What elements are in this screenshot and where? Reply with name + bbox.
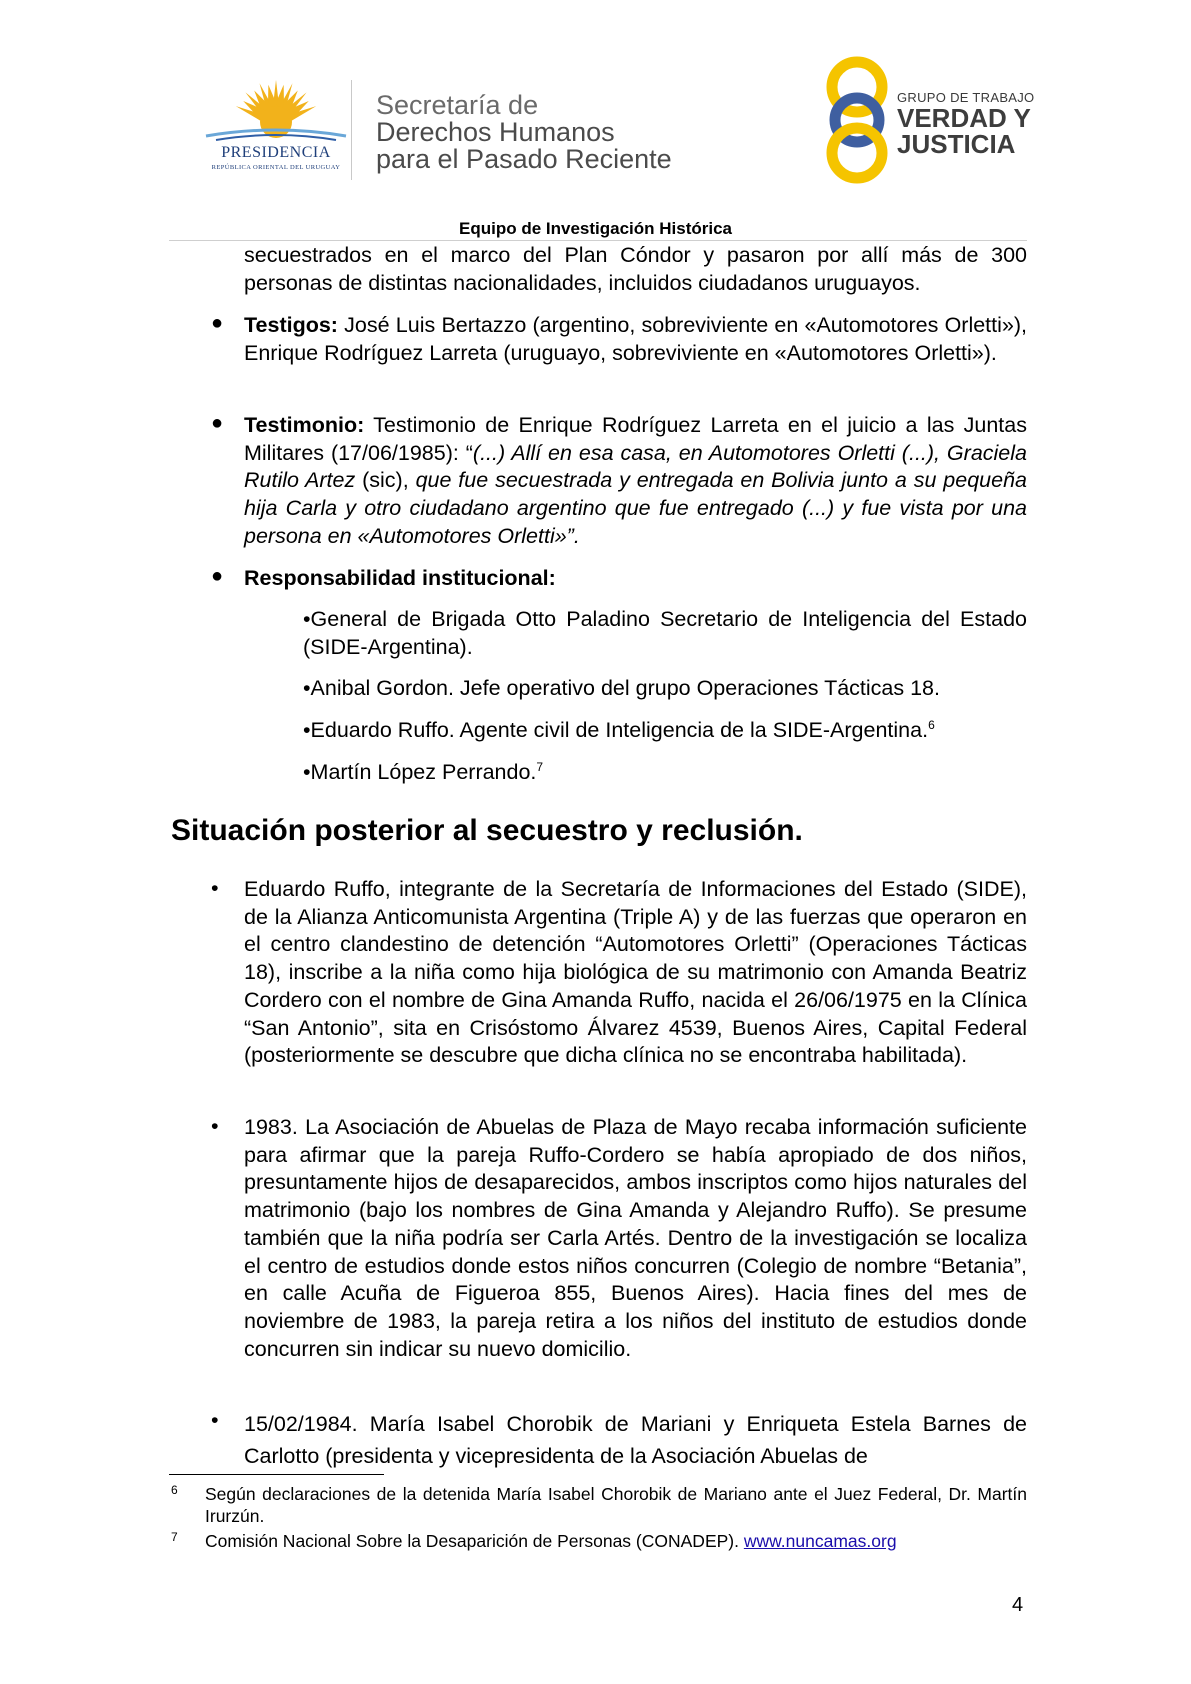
bullet-icon: ● <box>211 412 224 434</box>
testimonio-quote-2: que fue secuestrada y entregada en Bolivia junto a su pequeña hija Carla y otro ciudadano argentino que fue entregado (...) y fue vista por una persona en «Automotores Orletti»”. <box>244 468 1027 548</box>
resp-item <box>303 717 1027 745</box>
vyj-line1: VERDAD Y <box>897 103 1031 133</box>
testimonio-item <box>244 412 1027 551</box>
footnote-number: 6 <box>171 1483 178 1497</box>
resp-item-text: Anibal Gordon. Jefe operativo del grupo Operaciones Tácticas 18. <box>310 676 940 700</box>
testigos-text: José Luis Bertazzo (argentino, sobreviviente en «Automotores Orletti»), Enrique Rodríguez Larreta (uruguayo, sobreviviente en «Automotores Orletti»). <box>244 313 1027 365</box>
vyj-line2: JUSTICIA <box>897 129 1016 159</box>
header-divider <box>351 80 352 180</box>
testigos-item <box>244 312 1027 367</box>
bullet-icon: ● <box>211 565 224 587</box>
bullet-icon: ● <box>211 312 224 334</box>
continuation-line2: personas de distintas nacionalidades, incluidos ciudadanos uruguayos. <box>244 270 921 295</box>
section-title: Situación posterior al secuestro y reclusión. <box>171 814 803 847</box>
bullet-icon: • <box>211 1408 219 1432</box>
continuation-line1: secuestrados en el marco del Plan Cóndor y pasaron por allí más de 300 <box>244 243 1027 267</box>
verdad-justicia-wordmark <box>897 90 1034 157</box>
secretaria-line2: Derechos Humanos <box>376 117 615 147</box>
footnote-ref[interactable]: 7 <box>536 759 544 774</box>
secretaria-line3: para el Pasado Reciente <box>376 144 672 174</box>
team-header: Equipo de Investigación Histórica <box>459 219 732 238</box>
testimonio-text: Testimonio de Enrique Rodríguez Larreta en el juicio a las Juntas Militares (17/06/1985): “ <box>244 413 1027 465</box>
presidencia-subtitle: REPÚBLICA ORIENTAL DEL URUGUAY <box>211 164 341 171</box>
vyj-group-label: GRUPO DE TRABAJO <box>897 90 1035 105</box>
nuncamas-link[interactable]: www.nuncamas.org <box>743 1531 897 1551</box>
footnote-text-wrap <box>205 1530 1027 1552</box>
resp-item-text: General de Brigada Otto Paladino Secretario de Inteligencia del Estado (SIDE-Argentina). <box>303 607 1027 659</box>
page-number: 4 <box>1012 1594 1024 1616</box>
paragraph-1983: 1983. La Asociación de Abuelas de Plaza de Mayo recaba información suficiente para afirmar que la pareja Ruffo-Cordero se había apropiado de dos niños, presuntamente hijos de desaparecidos, ambos inscriptos como hijos naturales del matrimonio (bajo los nombres de Gina Amanda y Alejandro Ruffo). Se presume también que la niña podría ser Carla Artés. Dentro de la investigación se localiza el centro de estudios donde estos niños concurren (Colegio de nombre “Betania”, en calle Acuña de Figueroa 855, Buenos Aires). Hacia fines del mes de noviembre de 1983, la pareja retira a los niños del instituto de estudios donde concurren sin indicar su nuevo domicilio. <box>244 1115 1027 1361</box>
verdad-justicia-rings-icon <box>822 56 892 184</box>
resp-item <box>303 606 1027 661</box>
testimonio-label: Testimonio: <box>244 413 365 437</box>
small-bullet-icon: • <box>303 718 311 742</box>
footnote-text: Comisión Nacional Sobre la Desaparición de Personas (CONADEP). <box>205 1531 744 1551</box>
continuation-text <box>244 242 1027 297</box>
bullet-icon: • <box>211 1114 219 1138</box>
footnote-text: Según declaraciones de la detenida María Isabel Chorobik de Mariano ante el Juez Federal, Dr. Martín Irurzún. <box>205 1484 1027 1526</box>
testimonio-sic: (sic), <box>355 468 416 493</box>
resp-item <box>303 675 1027 703</box>
presidencia-wordmark: PRESIDENCIA <box>221 144 331 161</box>
secretaria-line1: Secretaría de <box>376 90 539 120</box>
footnote-number: 7 <box>171 1530 178 1544</box>
responsabilidad-label: Responsabilidad institucional: <box>244 566 556 590</box>
sun-icon <box>196 78 356 144</box>
testigos-label: Testigos: <box>244 313 338 337</box>
bullet-icon: • <box>211 876 219 900</box>
paragraph-ruffo: Eduardo Ruffo, integrante de la Secretaría de Informaciones del Estado (SIDE), de la Alianza Anticomunista Argentina (Triple A) y de las fuerzas que operaron en el centro clandestino de detención “Automotores Orletti” (Operaciones Tácticas 18), inscribe a la niña como hija biológica de su matrimonio con Amanda Beatriz Cordero con el nombre de Gina Amanda Ruffo, nacida el 26/06/1975 en la Clínica “San Antonio”, sita en Crisóstomo Álvarez 4539, Buenos Aires, Capital Federal (posteriormente se descubre que dicha clínica no se encontraba habilitada). <box>244 877 1027 1068</box>
paragraph-1984: 15/02/1984. María Isabel Chorobik de Mariani y Enriqueta Estela Barnes de Carlotto (presidenta y vicepresidenta de la Asociación Abuelas de <box>244 1412 1027 1468</box>
small-bullet-icon: • <box>303 676 311 700</box>
secretaria-title <box>376 92 672 173</box>
small-bullet-icon: • <box>303 760 311 784</box>
header-rule <box>169 240 1027 241</box>
small-bullet-icon: • <box>303 607 311 631</box>
resp-item-text: Martín López Perrando. <box>310 760 537 784</box>
testimonio-quote-1: (...) Allí en esa casa, en Automotores Orletti (...), Graciela Rutilo Artez <box>244 440 1027 493</box>
resp-item <box>303 759 1027 787</box>
footnote-ref[interactable]: 6 <box>928 717 935 732</box>
presidencia-logo <box>196 78 356 178</box>
resp-item-text: Eduardo Ruffo. Agente civil de Inteligencia de la SIDE-Argentina. <box>310 718 929 742</box>
footnote-separator <box>169 1474 384 1475</box>
